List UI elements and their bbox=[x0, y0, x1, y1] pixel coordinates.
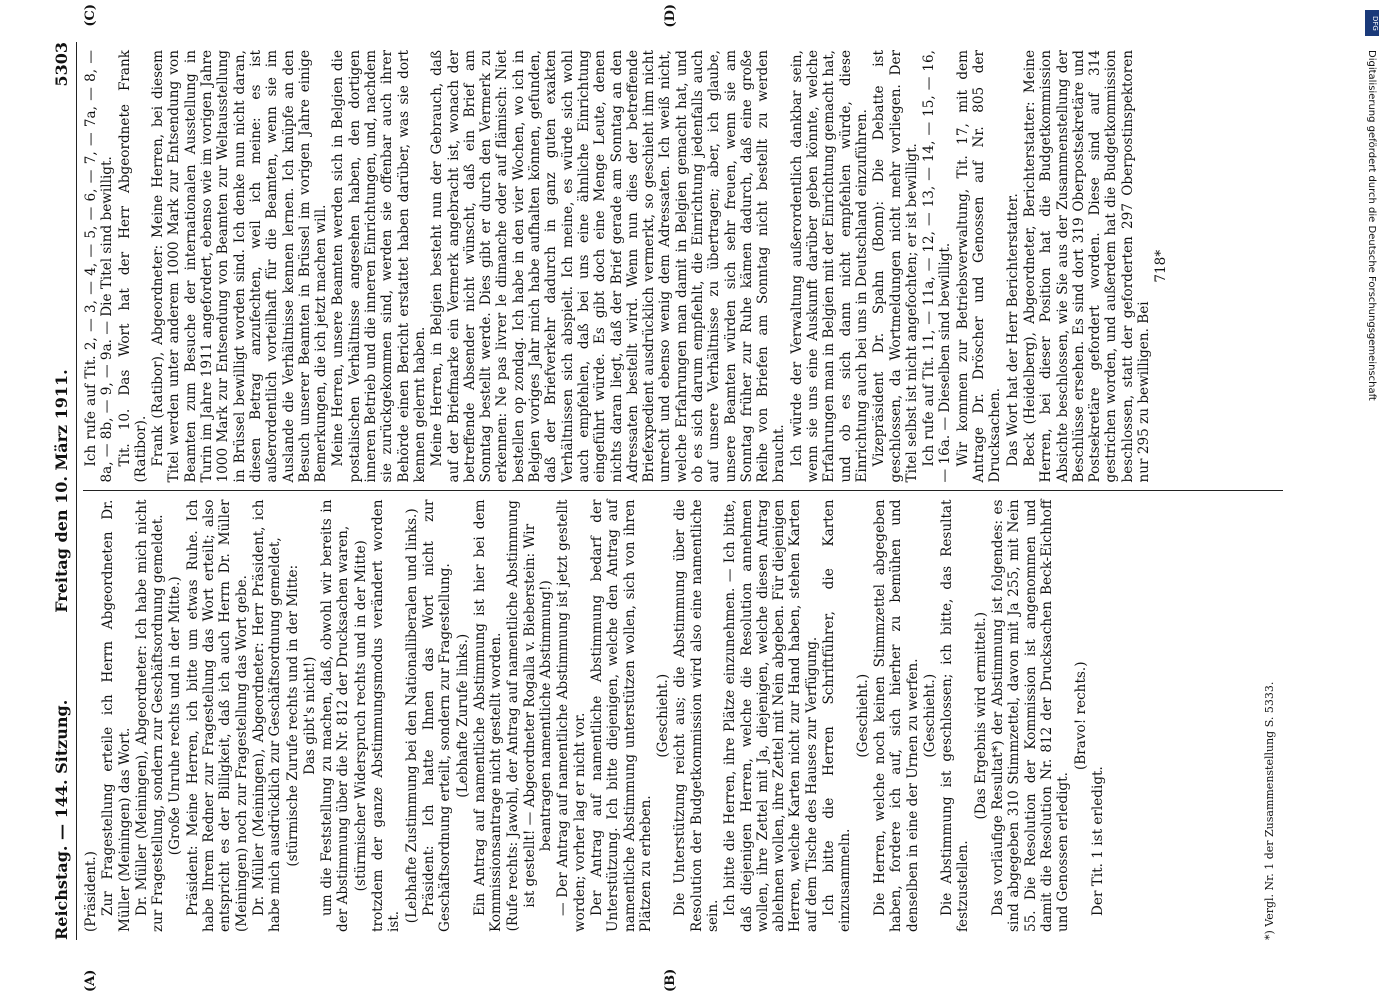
paragraph: Beck (Heidelberg), Abgeordneter, Berichterstatter: Meine Herren, bei dieser Position hat die Budgetkommission Absichte beschlossen, wie Sie aus der Zusammenstellung der Beschlüsse ersehen. Es sind dort 319 Oberpostsekretäre und Postsekretäre gefordert worden. Diese sind auf 314 gestrichen worden, und außerdem hat die Budgetkommission beschlossen, statt der geforderten 297 Oberpostinspektoren nur 295 zu bewilligen. Bei bbox=[1021, 50, 1152, 483]
paragraph: (Geschieht.) bbox=[921, 673, 938, 758]
digitization-note: Digitalisierung gefördert durch die Deutsche Forschungsgemeinschaft bbox=[1366, 50, 1377, 401]
paragraph: (Geschieht.) bbox=[854, 673, 871, 758]
right-column bbox=[83, 42, 1283, 491]
dfg-logo: DFG bbox=[1365, 10, 1379, 36]
paragraph: Die Herren, welche noch keinen Stimmzettel abgegeben haben, fordere ich auf, sich hierher zu bemühen und denselben in eine der Urnen zu werfen. bbox=[871, 499, 921, 932]
paragraph: Präsident: Meine Herren, ich bitte um etwas Ruhe. Ich habe Ihrem Redner zur Fragestellung das Wort erteilt; also entspricht es der Billigkeit, daß ich auch Herrn Dr. Müller (Meiningen) noch zur Fragestellung das Wort gebe. bbox=[184, 499, 250, 932]
paragraph: Meine Herren, unsere Beamten werden sich in Belgien die postalischen Verhältnisse angesehen haben, den dortigen inneren Betrieb und die inneren Einrichtungen, und, nachdem sie zurückgekommen sind, werden sie offenbar auch ihrer Behörde einen Bericht erstattet haben darüber, was sie dort kennen gelernt haben. bbox=[330, 50, 428, 483]
paragraph: Zur Fragestellung erteile ich Herrn Abgeordneten Dr. Müller (Meiningen) das Wort. bbox=[100, 499, 133, 932]
paragraph: Wir kommen zur Betriebsverwaltung, Tit. 17, mit dem Antrage Dr. Dröscher und Genossen auf Nr. 805 der Drucksachen. bbox=[954, 50, 1004, 483]
paragraph: Frank (Ratibor), Abgeordneter: Meine Herren, bei diesem Titel werden unter anderem 1000 Mark zur Entsendung von Beamten zum Besuche der internationalen Ausstellung in Turin im Jahre 1911 angefordert, ebenso wie im vorigen Jahre 1000 Mark zur Entsendung von Beamten zur Weltausstellung in Brüssel bewilligt worden sind. Ich denke nun nicht daran, diesen Betrag anzufechten, weil ich meine: es ist außerordentlich vorteilhaft für die Beamten, wenn sie im Auslande die Verhältnisse kennen lernen. Ich knüpfe an den Besuch unserer Beamten in Brüssel im vorigen Jahre einige Bemerkungen, die ich jetzt machen will. bbox=[150, 50, 330, 483]
text-columns bbox=[83, 4, 1283, 992]
paragraph: (Lebhafte Zustimmung bei den Nationalliberalen und links.) bbox=[403, 508, 420, 924]
paragraph: Der Antrag auf namentliche Abstimmung bedarf der Unterstützung. Ich bitte diejenigen, welche den Antrag auf namentliche Abstimmung unterstützen wollen, sich von ihren Plätzen zu erheben. bbox=[588, 499, 654, 932]
paragraph: Dr. Müller (Meiningen), Abgeordneter: Herr Präsident, ich habe mich ausdrücklich zur Geschäftsordnung gemeldet, bbox=[250, 499, 284, 932]
paragraph: Der Tit. 1 ist erledigt. bbox=[1089, 766, 1106, 916]
paragraph: Ich bitte die Herren, ihre Plätze einzunehmen. — Ich bitte, daß diejenigen Herren, welche die Resolution annehmen wollen, ihre Zettel mit Ja, diejenigen, welche diesen Antrag ablehnen wollen, ihre Zettel mit Nein abgeben. Für diejenigen Herren, welche Karten nicht zur Hand haben, stehen Karten auf dem Tische des Hauses zur Verfügung. bbox=[722, 499, 820, 932]
page-header bbox=[52, 42, 77, 940]
header-date: Freitag den 10. März 1911. bbox=[52, 369, 71, 613]
paragraph: 718* bbox=[1153, 249, 1170, 283]
paragraph: (Geschieht.) bbox=[655, 673, 672, 758]
footnote: *) Vergl. Nr. 1 der Zusammenstellung S. 5333. bbox=[1263, 681, 1276, 940]
paragraph: Ich bitte die Herren Schriftführer, die Karten einzusammeln. bbox=[821, 499, 854, 932]
paragraph: Vizepräsident Dr. Spahn (Bonn): Die Debatte ist geschlossen, da Wortmeldungen nicht mehr vorliegen. Der Titel selbst ist nicht angefochten; er ist bewilligt. bbox=[871, 50, 920, 483]
paragraph: Meine Herren, in Belgien besteht nun der Gebrauch, daß auf der Briefmarke ein Vermerk angebracht ist, wonach der betreffende Absender nicht wünscht, daß ein Brief am Sonntag bestellt werde. Dies gibt er durch den Vermerk zu erkennen: Ne pas livrer le dimanche oder auf flämisch: Niet bestellen op zondag. Ich habe in den vier Wochen, wo ich in Belgien voriges Jahr mich habe aufhalten können, gefunden, daß der Briefverkehr dadurch in ganz guten exakten Verhältnissen sich abspielt. Ich meine, es würde sich wohl auch empfehlen, daß bei uns eine ähnliche Einrichtung eingeführt würde. Es gibt doch eine Menge Leute, denen nichts daran liegt, daß der Brief gerade am Sonntag an den Adressaten bestellt wird. Wenn nun dies der betreffende Briefexpedient ausdrücklich vermerkt, so geschieht ihm nicht unrecht und ebenso wenig dem Adressaten. Ich weiß nicht, welche Erfahrungen man damit in Belgien gemacht hat, und ob es sich darum empfiehlt, die Einrichtung jedenfalls auch auf unsere Verhältnisse zu übertragen; aber, ich glaube, unsere Beamten würden sich sehr freuen, wenn sie am Sonntag früher zur Ruhe kämen dadurch, daß eine große Reihe von Briefen am Sonntag nicht bestellt zu werden braucht. bbox=[429, 50, 788, 483]
paragraph: Dr. Müller (Meiningen), Abgeordneter: Ich habe mich nicht zur Fragestellung, sondern zur Geschäftsordnung gemeldet. bbox=[133, 499, 167, 932]
paragraph: Die Unterstützung reicht aus; die Abstimmung über die Resolution der Budgetkommission wird also eine namentliche sein. bbox=[672, 499, 721, 932]
paragraph: (Präsident.) bbox=[83, 851, 99, 932]
paragraph: (Das Ergebnis wird ermittelt.) bbox=[972, 611, 989, 820]
paragraph: (Rufe rechts: Jawohl, der Antrag auf namentliche Abstimmung ist gestellt! — Abgeordneter Rogalla v. Bieberstein: Wir beantragen namentliche Abstimmung!) bbox=[505, 500, 555, 932]
paragraph: Ich rufe auf Tit. 11, — 11a, — 12, — 13, — 14, — 15, — 16, — 16a. — Dieselben sind bewilligt. bbox=[921, 50, 954, 483]
paragraph: (stürmische Zurufe rechts und in der Mitte: bbox=[284, 564, 301, 867]
marker-d: (D) bbox=[663, 4, 678, 28]
marker-b: (B) bbox=[663, 968, 678, 992]
paragraph: Das gibt's nicht!) bbox=[301, 656, 318, 775]
paragraph: (Bravo! rechts.) bbox=[1072, 661, 1089, 771]
paragraph: Ein Antrag auf namentliche Abstimmung ist hier bei dem Kommissionsantrage nicht gestellt worden. bbox=[471, 499, 505, 932]
marker-c: (C) bbox=[83, 4, 98, 27]
paragraph: Präsident: Ich hatte Ihnen das Wort nicht zur Geschäftsordnung erteilt, sondern zur Fragestellung. bbox=[420, 499, 454, 932]
page-number: 5303 bbox=[52, 42, 71, 87]
left-column bbox=[83, 491, 1283, 941]
paragraph: um die Feststellung zu machen, daß, obwohl wir bereits in der Abstimmung über die Nr. 812 der Drucksachen waren, bbox=[319, 499, 352, 932]
paragraph: Das vorläufige Resultat*) der Abstimmung ist folgendes: es sind abgegeben 310 Stimmzettel, davon mit Ja 255, mit Nein 55. Die Resolution der Kommission ist angenommen und damit die Resolution Nr. 812 der Drucksachen Beck-Eichhoff und Genossen erledigt. bbox=[990, 499, 1072, 932]
header-left: Reichstag. — 144. Sitzung. bbox=[52, 699, 71, 940]
paragraph: Ich würde der Verwaltung außerordentlich dankbar sein, wenn sie uns eine Auskunft darüber geben könnte, welche Erfahrungen man in Belgien mit der Einrichtung gemacht hat, und ob es sich dann nicht empfehlen würde, diese Einrichtung auch bei uns in Deutschland einzuführen. bbox=[788, 50, 870, 483]
paragraph: (Lebhafte Zurufe links.) bbox=[454, 633, 471, 798]
paragraph: (Große Unruhe rechts und in der Mitte.) bbox=[167, 576, 184, 856]
paragraph: Die Abstimmung ist geschlossen; ich bitte, das Resultat festzustellen. bbox=[939, 499, 972, 932]
paragraph: (stürmischer Widerspruch rechts und in der Mitte) bbox=[352, 540, 369, 892]
paragraph: Tit. 10. Das Wort hat der Herr Abgeordnete Frank (Ratibor). bbox=[116, 50, 149, 483]
paragraph: — Der Antrag auf namentliche Abstimmung ist jetzt gestellt worden; vorher lag er nicht vor. bbox=[555, 499, 588, 932]
paragraph: trotzdem der ganze Abstimmungsmodus verändert worden ist. bbox=[370, 499, 403, 932]
paragraph: Ich rufe auf Tit. 2, — 3, — 4, — 5, — 6, — 7, — 7a, — 8, — 8a, — 8b, — 9, — 9a. — Die Titel sind bewilligt. bbox=[83, 50, 116, 483]
paragraph: Das Wort hat der Herr Berichterstatter. bbox=[1004, 193, 1021, 467]
marker-a: (A) bbox=[83, 969, 98, 992]
